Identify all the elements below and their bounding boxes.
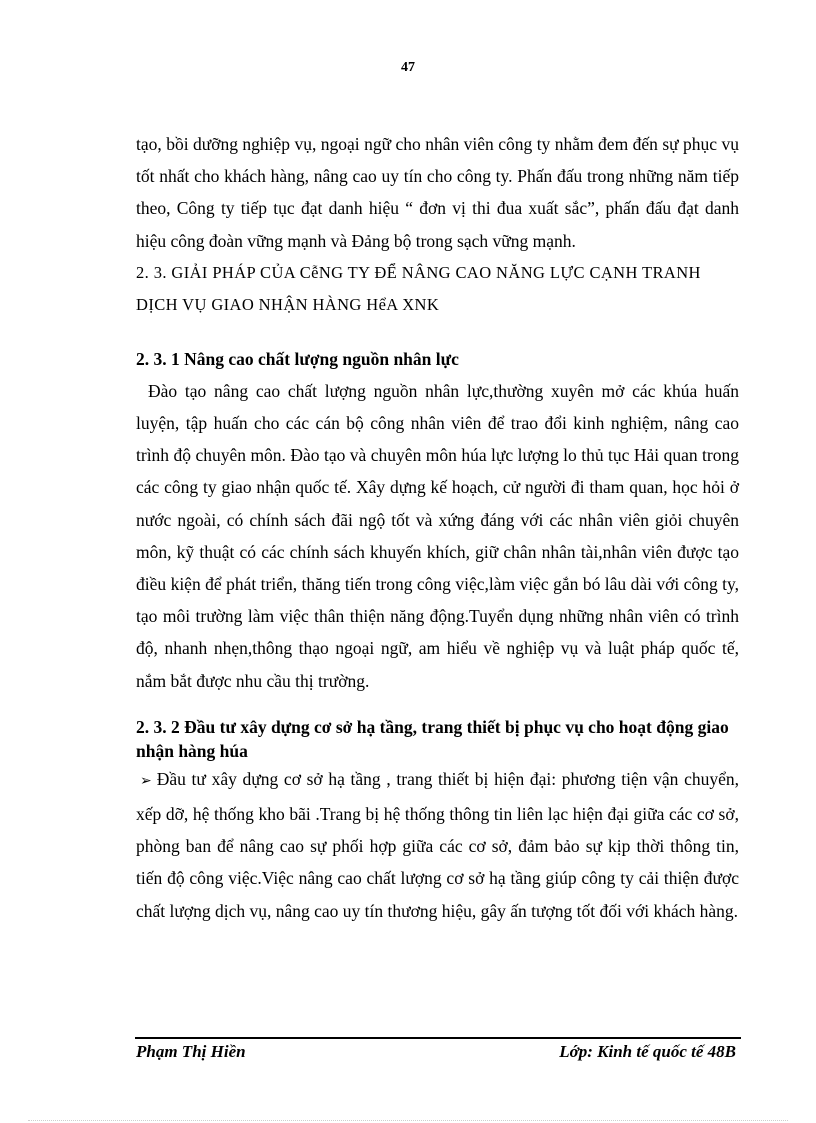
arrow-bullet-icon: ➢ (140, 773, 152, 789)
page-bottom-edge (28, 1120, 788, 1121)
section-heading: 2. 3. GIẢI PHÁP CỦA CễNG TY ĐỂ NÂNG CAO NĂNG LỰC CẠNH TRANH DỊCH VỤ GIAO NHẬN HÀNG HểA XNK (136, 262, 701, 314)
subsection-2-bullet-item (136, 763, 739, 927)
footer-class-label: Lớp: Kinh tế quốc tế 48B (559, 1042, 736, 1061)
page-number: 47 (401, 60, 415, 75)
footer-author: Phạm Thị Hiền (136, 1042, 246, 1061)
footer-divider (135, 1037, 741, 1039)
subsection-1-paragraph: Đào tạo nâng cao chất lượng nguồn nhân lực,thường xuyên mở các khúa huấn luyện, tập huấn cho các cán bộ công nhân viên để trao đổi kinh nghiệm, nâng cao trình độ chuyên môn. Đào tạo và chuyên môn húa lực lượng lo thủ tục Hải quan trong các công ty giao nhận quốc tế. Xây dựng kế hoạch, cử người đi tham quan, học hỏi ở nước ngoài, có chính sách đãi ngộ tốt và xứng đáng với các nhân viên giỏi chuyên môn, kỹ thuật có các chính sách khuyến khích, giữ chân nhân tài,nhân viên được tạo điều kiện để phát triển, thăng tiến trong công việc,làm việc gắn bó lâu dài với công ty, tạo môi trường làm việc thân thiện năng động.Tuyển dụng những nhân viên có trình độ, nhanh nhẹn,thông thạo ngoại ngữ, am hiểu về nghiệp vụ và luật pháp quốc tế, nắm bắt được nhu cầu thị trường. (136, 380, 739, 691)
subsection-2-bullet-text: Đầu tư xây dựng cơ sở hạ tầng , trang thiết bị hiện đại: phương tiện vận chuyển, xếp dỡ, hệ thống kho bãi .Trang bị hệ thống thông tin liên lạc hiện đại giữa các cơ sở, phòng ban để nâng cao sự phối hợp giữa các cơ sở, đảm bảo sự kịp thời thông tin, tiến độ công việc.Việc nâng cao chất lượng cơ sở hạ tầng giúp công ty cải thiện được chất lượng dịch vụ, nâng cao uy tín thương hiệu, gây ấn tượng tốt đối với khách hàng. (136, 768, 739, 921)
subsection-1-heading: 2. 3. 1 Nâng cao chất lượng nguồn nhân lực (136, 348, 459, 369)
subsection-2-heading: 2. 3. 2 Đầu tư xây dựng cơ sở hạ tầng, trang thiết bị phục vụ cho hoạt động giao nhận hàng húa (136, 716, 729, 761)
page-body (136, 128, 739, 927)
intro-paragraph: tạo, bồi dưỡng nghiệp vụ, ngoại ngữ cho nhân viên công ty nhằm đem đến sự phục vụ tốt nhất cho khách hàng, nâng cao uy tín cho công ty. Phấn đấu trong những năm tiếp theo, Công ty tiếp tục đạt danh hiệu “ đơn vị thi đua xuất sắc”, phấn đấu đạt danh hiệu công đoàn vững mạnh và Đảng bộ trong sạch vững mạnh. (136, 134, 739, 251)
